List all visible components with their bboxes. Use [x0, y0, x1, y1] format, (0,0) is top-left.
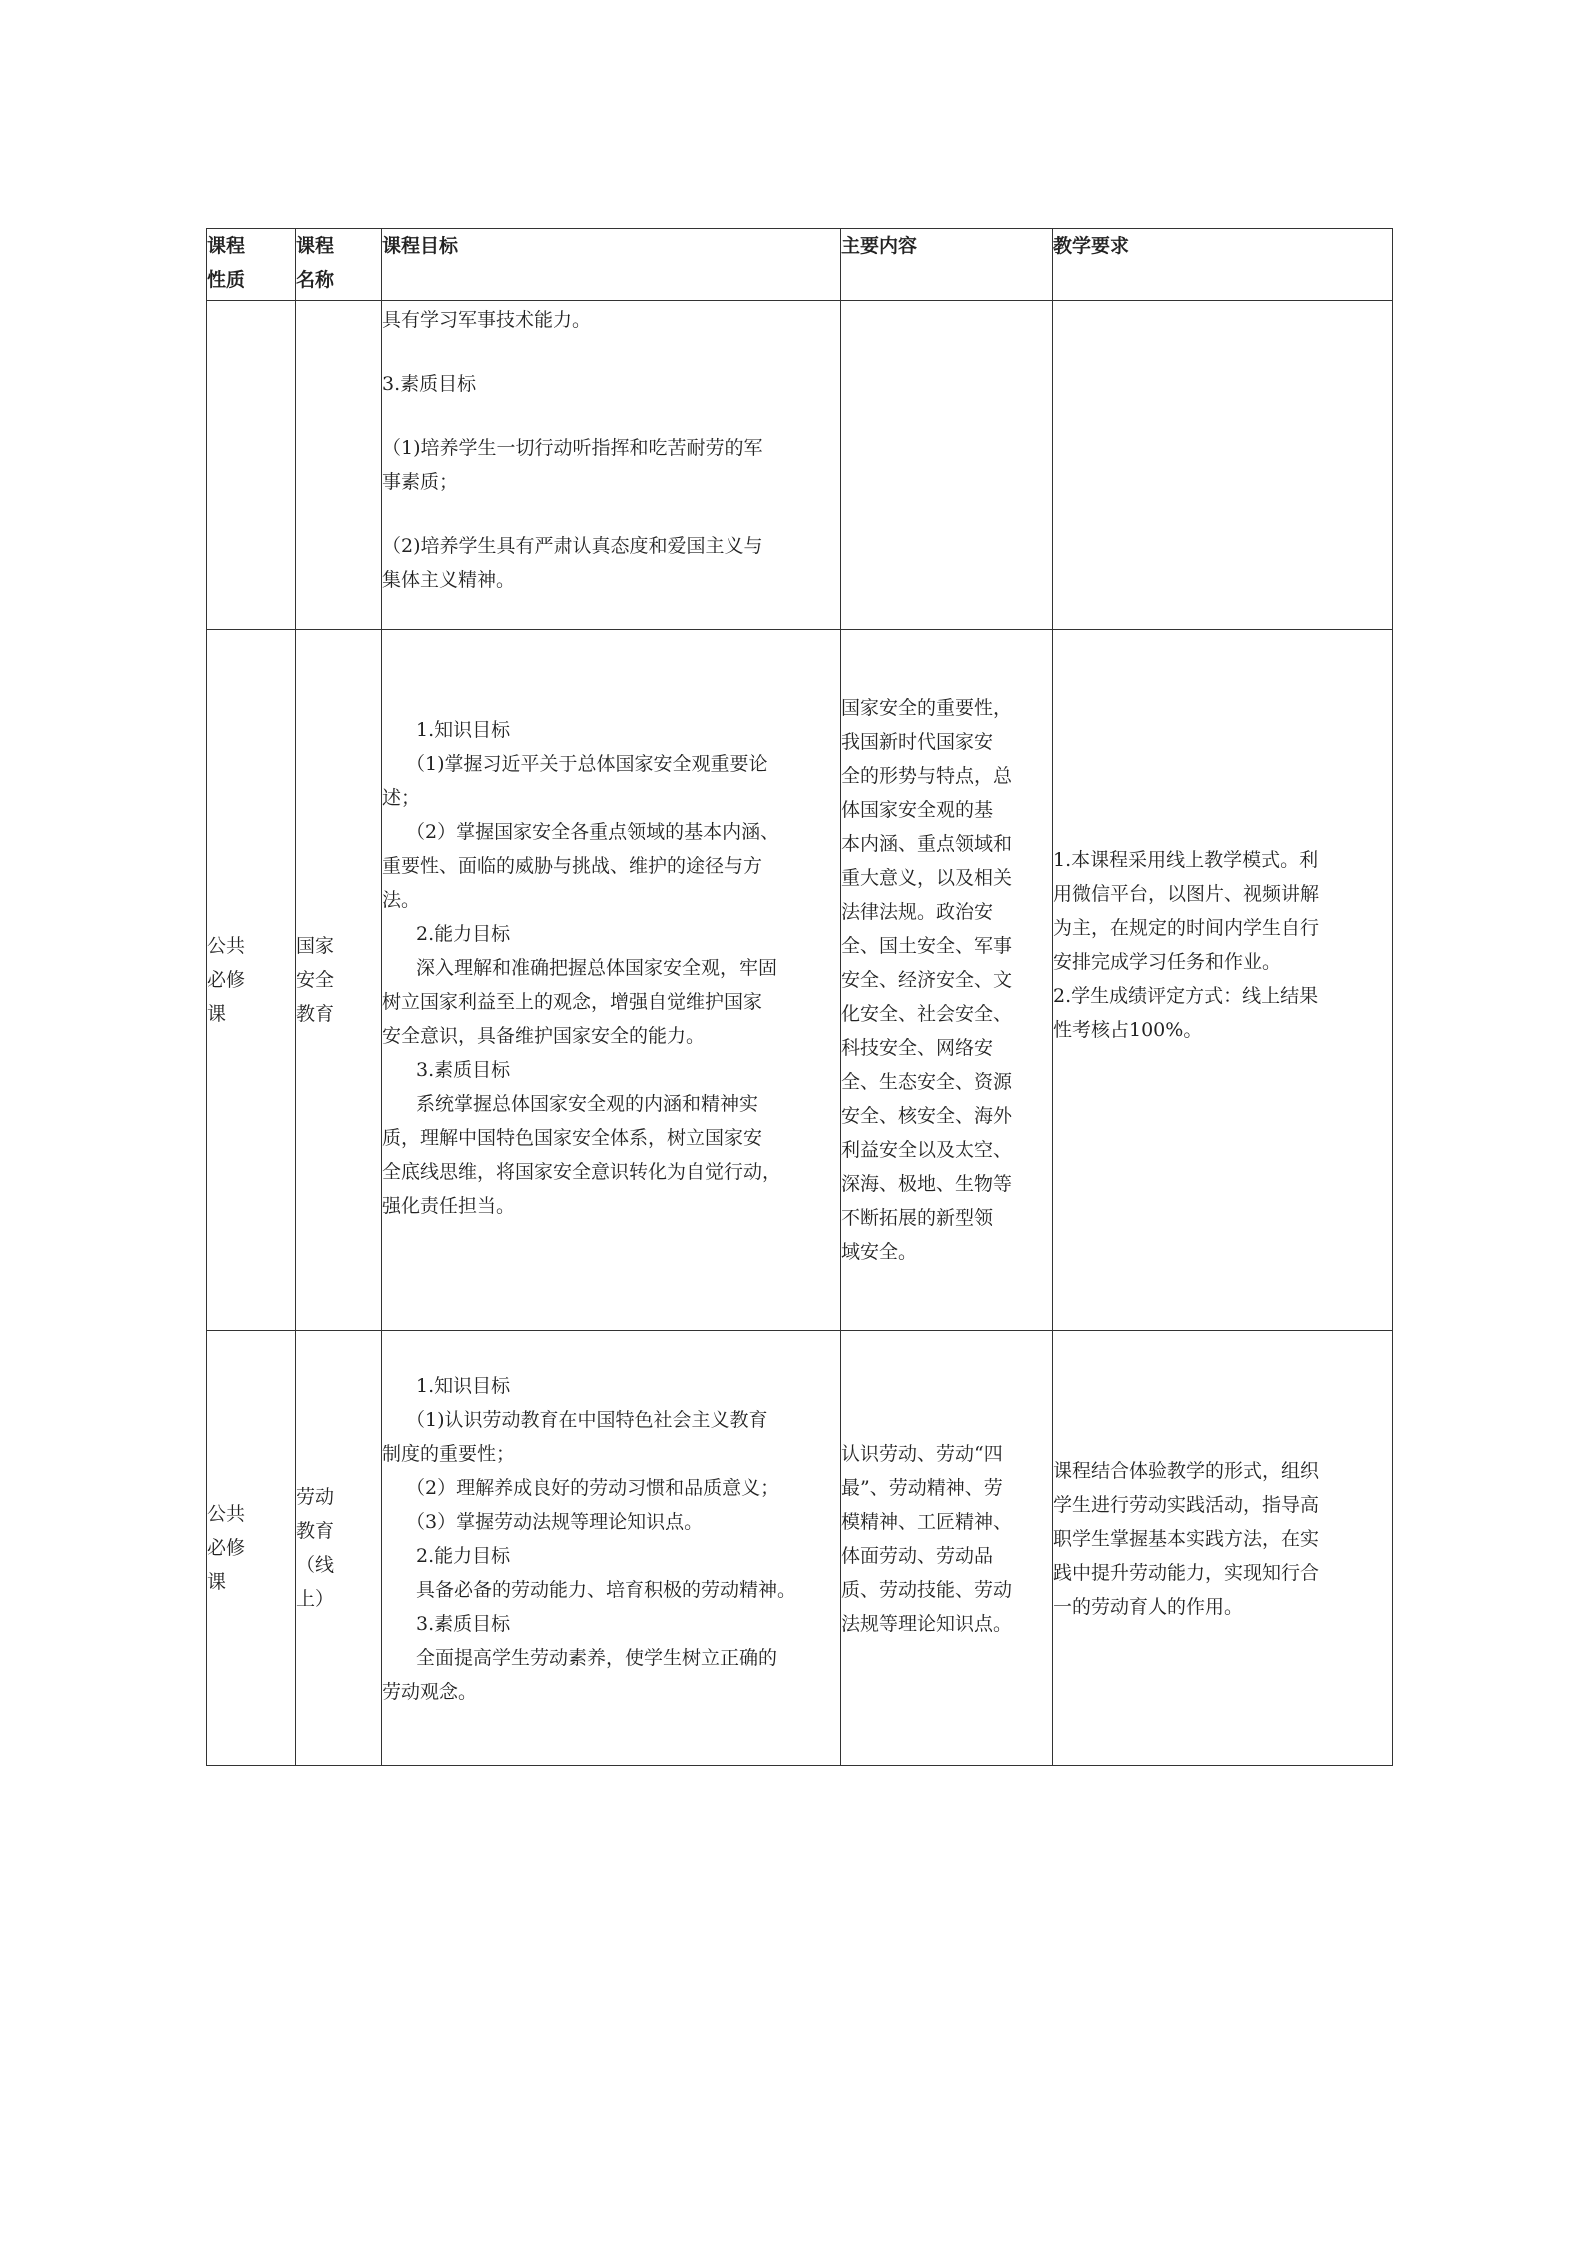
row1-nature	[207, 301, 296, 630]
header-content: 主要内容	[841, 229, 1053, 301]
text-line: 课程结合体验教学的形式，组织	[1053, 1460, 1320, 1482]
text-line: 集体主义精神。	[382, 569, 516, 591]
header-text: 名称	[296, 269, 335, 291]
text-line: 法规等理论知识点。	[841, 1613, 1013, 1635]
text-line: 法律法规。政治安	[841, 901, 994, 923]
text-line: 述；	[382, 787, 421, 809]
text-line: 安全、核安全、海外	[841, 1105, 1013, 1127]
table-row	[207, 1331, 1393, 1766]
text-line: 全、国土安全、军事	[841, 935, 1013, 957]
row1-content	[841, 301, 1053, 630]
header-requirements: 教学要求	[1053, 229, 1393, 301]
text-line: 不断拓展的新型领	[841, 1207, 994, 1229]
text-line: 安全	[296, 969, 335, 991]
text-line: 域安全。	[841, 1241, 918, 1263]
text-line: 1.本课程采用线上教学模式。利	[1053, 849, 1319, 871]
table-row	[207, 301, 1393, 630]
header-nature	[207, 229, 296, 301]
row3-requirements	[1053, 1331, 1393, 1766]
text-line: 课	[207, 1571, 227, 1593]
text-line: （3）掌握劳动法规等理论知识点。	[406, 1511, 704, 1533]
text-line: 3.素质目标	[416, 1059, 511, 1081]
header-objectives: 课程目标	[382, 229, 841, 301]
text-line: 安全、经济安全、文	[841, 969, 1013, 991]
curriculum-table	[206, 228, 1393, 1766]
text-line: 必修	[207, 969, 246, 991]
table-row	[207, 630, 1393, 1331]
text-line: （2）掌握国家安全各重点领域的基本内涵、	[406, 821, 780, 843]
text-line: 2.能力目标	[416, 1545, 511, 1567]
text-line: 全的形势与特点，总	[841, 765, 1013, 787]
text-line: 公共	[207, 935, 246, 957]
text-line: 1.知识目标	[416, 1375, 511, 1397]
text-line: （2)培养学生具有严肃认真态度和爱国主义与	[382, 535, 763, 557]
text-line: 体国家安全观的基	[841, 799, 994, 821]
text-line: 学生进行劳动实践活动，指导高	[1053, 1494, 1320, 1516]
text-line: 强化责任担当。	[382, 1195, 516, 1217]
text-line: 性考核占100%。	[1053, 1019, 1203, 1041]
text-line: 模精神、工匠精神、	[841, 1511, 1013, 1533]
text-line: （1)掌握习近平关于总体国家安全观重要论	[406, 753, 768, 775]
text-line: 教育	[296, 1520, 335, 1542]
row2-name	[296, 630, 382, 1331]
text-line: 劳动观念。	[382, 1681, 478, 1703]
text-line: 深海、极地、生物等	[841, 1173, 1013, 1195]
text-line: 认识劳动、劳动“四	[841, 1443, 1003, 1465]
row1-name	[296, 301, 382, 630]
text-line: 上）	[296, 1588, 335, 1610]
text-line: 我国新时代国家安	[841, 731, 994, 753]
text-line: 质、劳动技能、劳动	[841, 1579, 1013, 1601]
text-line: 3.素质目标	[382, 373, 477, 395]
text-line: 一的劳动育人的作用。	[1053, 1596, 1244, 1618]
text-line: 课	[207, 1003, 227, 1025]
text-line: 体面劳动、劳动品	[841, 1545, 994, 1567]
row1-objectives	[382, 301, 841, 630]
text-line: 安排完成学习任务和作业。	[1053, 951, 1282, 973]
text-line: 树立国家利益至上的观念，增强自觉维护国家	[382, 991, 763, 1013]
text-line: （1)培养学生一切行动听指挥和吃苦耐劳的军	[382, 437, 763, 459]
text-line: 全底线思维，将国家安全意识转化为自觉行动，	[382, 1161, 782, 1183]
text-line: 系统掌握总体国家安全观的内涵和精神实	[416, 1093, 759, 1115]
text-line: 深入理解和准确把握总体国家安全观，牢固	[416, 957, 778, 979]
text-line: 2.学生成绩评定方式：线上结果	[1053, 985, 1319, 1007]
row2-objectives	[382, 630, 841, 1331]
text-line: 事素质；	[382, 471, 459, 493]
text-line: 质，理解中国特色国家安全体系，树立国家安	[382, 1127, 763, 1149]
text-line: 践中提升劳动能力，实现知行合	[1053, 1562, 1320, 1584]
text-line: 化安全、社会安全、	[841, 1003, 1013, 1025]
text-line: 教育	[296, 1003, 335, 1025]
header-text: 性质	[207, 269, 246, 291]
text-line: 科技安全、网络安	[841, 1037, 994, 1059]
text-line: 公共	[207, 1503, 246, 1525]
row3-name	[296, 1331, 382, 1766]
text-line: 1.知识目标	[416, 719, 511, 741]
text-line: 法。	[382, 889, 421, 911]
text-line: 劳动	[296, 1486, 335, 1508]
row2-content	[841, 630, 1053, 1331]
table-header-row	[207, 229, 1393, 301]
text-line: 制度的重要性；	[382, 1443, 516, 1465]
text-line: 重要性、面临的威胁与挑战、维护的途径与方	[382, 855, 763, 877]
text-line: 全、生态安全、资源	[841, 1071, 1013, 1093]
text-line: 必修	[207, 1537, 246, 1559]
header-text: 课程	[296, 235, 335, 257]
text-line: 具有学习军事技术能力。	[382, 309, 592, 331]
text-line: 重大意义，以及相关	[841, 867, 1013, 889]
text-line: 安全意识，具备维护国家安全的能力。	[382, 1025, 706, 1047]
row2-requirements	[1053, 630, 1393, 1331]
text-line: （1)认识劳动教育在中国特色社会主义教育	[406, 1409, 768, 1431]
text-line: 2.能力目标	[416, 923, 511, 945]
text-line: 用微信平台，以图片、视频讲解	[1053, 883, 1320, 905]
row3-nature	[207, 1331, 296, 1766]
header-text: 课程	[207, 235, 246, 257]
text-line: 全面提高学生劳动素养，使学生树立正确的	[416, 1647, 778, 1669]
text-line: 利益安全以及太空、	[841, 1139, 1013, 1161]
text-line: 最”、劳动精神、劳	[841, 1477, 1003, 1499]
row2-nature	[207, 630, 296, 1331]
text-line: 本内涵、重点领域和	[841, 833, 1013, 855]
text-line: 3.素质目标	[416, 1613, 511, 1635]
row1-requirements	[1053, 301, 1393, 630]
text-line: 国家	[296, 935, 335, 957]
text-line: 具备必备的劳动能力、培育积极的劳动精神。	[416, 1579, 797, 1601]
row3-objectives	[382, 1331, 841, 1766]
text-line: 职学生掌握基本实践方法，在实	[1053, 1528, 1320, 1550]
text-line: 为主，在规定的时间内学生自行	[1053, 917, 1320, 939]
text-line: （2）理解养成良好的劳动习惯和品质意义；	[406, 1477, 780, 1499]
text-line: 国家安全的重要性，	[841, 697, 1013, 719]
header-name	[296, 229, 382, 301]
row3-content	[841, 1331, 1053, 1766]
text-line: （线	[296, 1554, 335, 1576]
